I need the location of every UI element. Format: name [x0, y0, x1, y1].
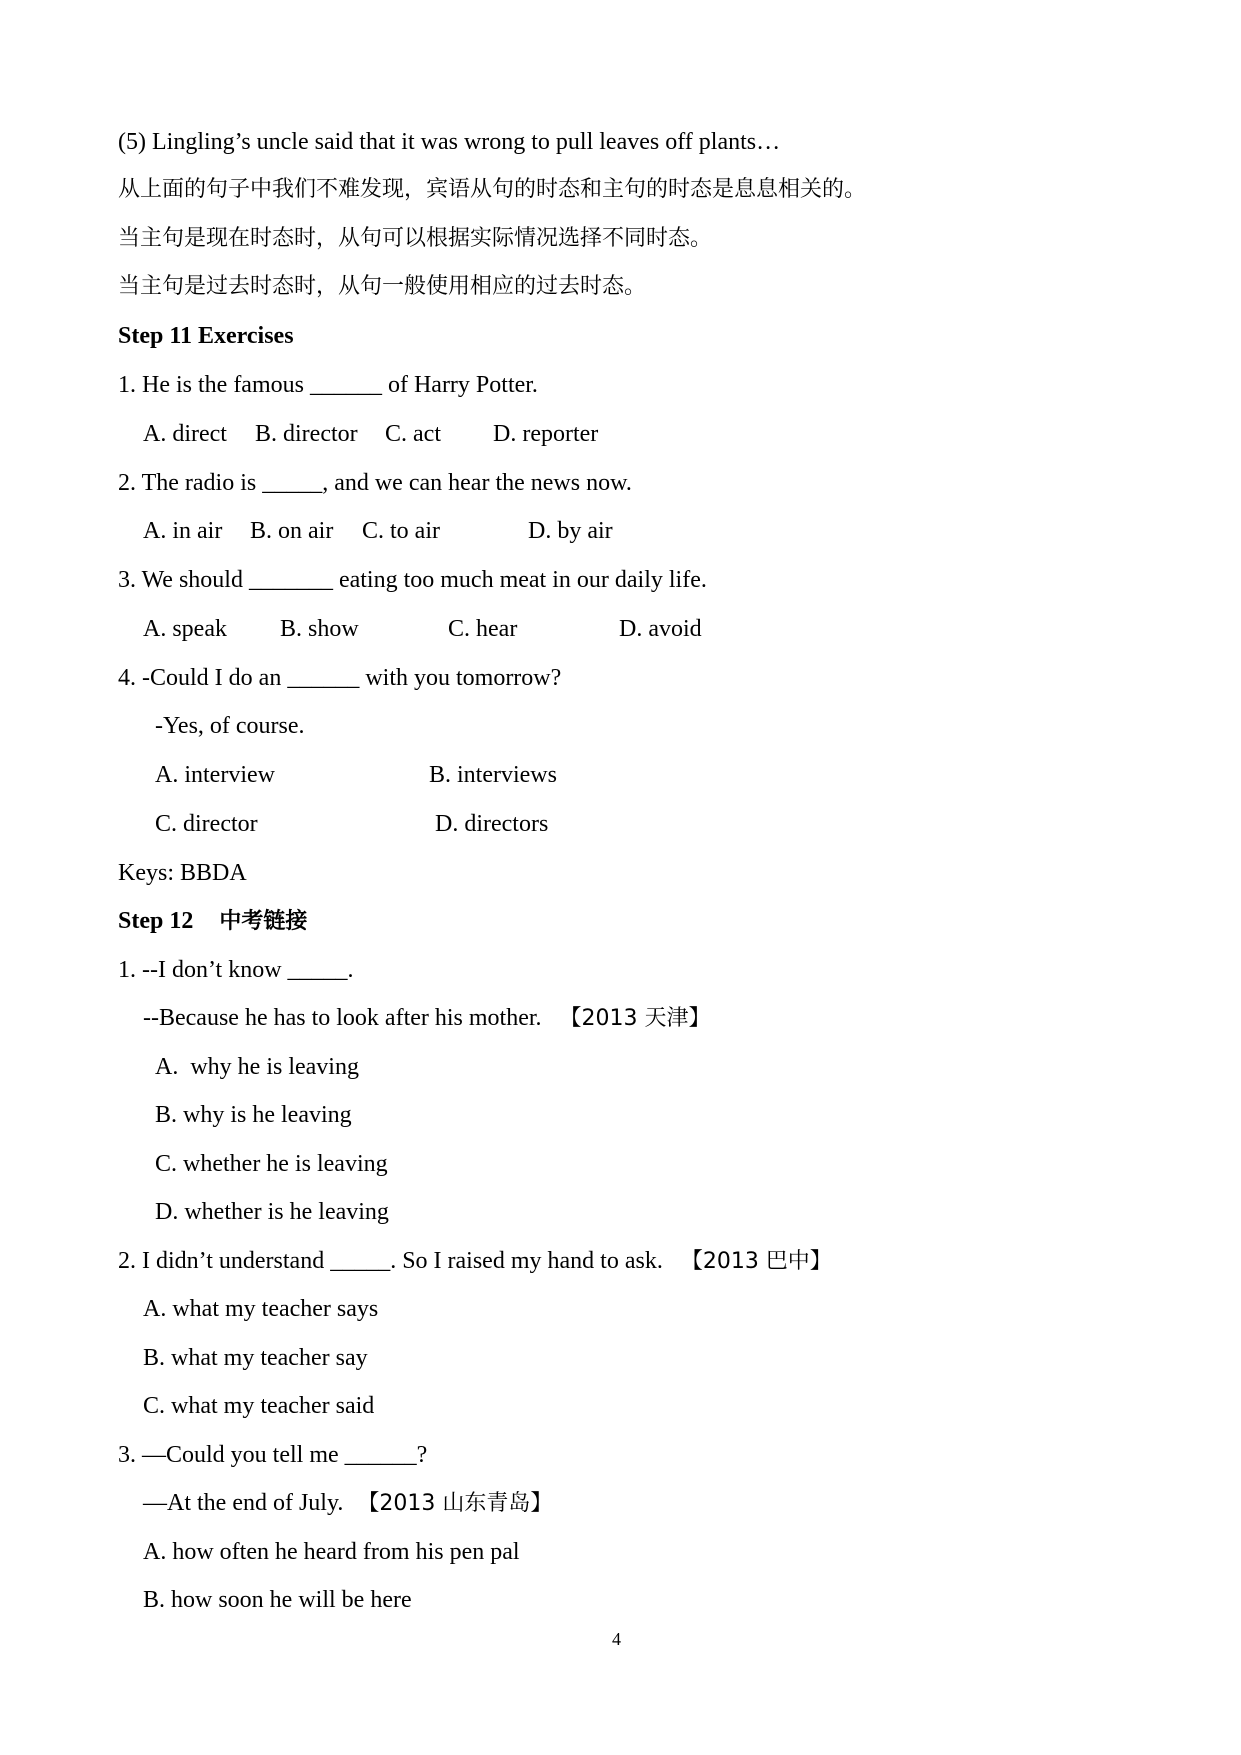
step11-q1-option-d: D. reporter: [493, 421, 599, 447]
step11-question-2: 2. The radio is _____, and we can hear the news now.: [118, 470, 632, 496]
step12-q3-option-a: A. how often he heard from his pen pal: [143, 1539, 520, 1565]
step12-q1-option-b: B. why is he leaving: [155, 1102, 352, 1128]
step11-keys: Keys: BBDA: [118, 860, 247, 886]
step11-q3-option-a: A. speak: [143, 616, 227, 642]
step12-q3-option-b: B. how soon he will be here: [143, 1587, 412, 1613]
grammar-note-2: 当主句是现在时态时，从句可以根据实际情况选择不同时态。: [118, 226, 713, 251]
step11-q4-reply: -Yes, of course.: [155, 713, 305, 739]
step11-q4-option-b: B. interviews: [429, 762, 557, 788]
step11-q2-option-a: A. in air: [143, 518, 223, 544]
step12-question-2-line: [118, 1246, 832, 1277]
grammar-note-3: 当主句是过去时态时，从句一般使用相应的过去时态。: [118, 274, 647, 299]
step12-question-1: 1. --I don’t know _____.: [118, 957, 354, 983]
step11-q3-option-d: D. avoid: [619, 616, 702, 642]
sentence-5: (5) Lingling’s uncle said that it was wrong to pull leaves off plants…: [118, 129, 781, 155]
page-number: 4: [612, 1629, 621, 1649]
step11-question-3: 3. We should _______ eating too much meat in our daily life.: [118, 567, 707, 593]
step12-heading-en: Step 12: [118, 908, 194, 934]
step11-q3-option-b: B. show: [280, 616, 359, 642]
step12-heading: [118, 906, 307, 937]
step11-q1-option-c: C. act: [385, 421, 441, 447]
step12-question-2: 2. I didn’t understand _____. So I raised my hand to ask.: [118, 1248, 663, 1274]
step12-q2-option-c: C. what my teacher said: [143, 1393, 375, 1419]
step11-q4-option-d: D. directors: [435, 811, 549, 837]
step11-q4-option-c: C. director: [155, 811, 258, 837]
step12-q1-reply-line: [143, 1003, 711, 1034]
step11-question-4: 4. -Could I do an ______ with you tomorrow?: [118, 665, 562, 691]
step12-heading-cn: 中考链接: [219, 909, 308, 934]
step12-q3-source: 【2013 山东青岛】: [357, 1491, 553, 1516]
step11-q1-option-a: A. direct: [143, 421, 227, 447]
step12-q1-option-d: D. whether is he leaving: [155, 1199, 389, 1225]
step11-q3-option-c: C. hear: [448, 616, 518, 642]
step11-q4-option-a: A. interview: [155, 762, 275, 788]
step11-question-1: 1. He is the famous ______ of Harry Potter.: [118, 372, 538, 398]
step12-q3-reply: —At the end of July.: [143, 1490, 344, 1516]
step11-q2-option-b: B. on air: [250, 518, 334, 544]
step11-heading: Step 11 Exercises: [118, 323, 294, 349]
step11-q1-option-b: B. director: [255, 421, 358, 447]
step12-question-3: 3. —Could you tell me ______?: [118, 1442, 428, 1468]
step12-q3-reply-line: [143, 1488, 552, 1519]
grammar-note-1: 从上面的句子中我们不难发现，宾语从句的时态和主句的时态是息息相关的。: [118, 177, 867, 202]
step11-q2-option-c: C. to air: [362, 518, 440, 544]
step11-q2-option-d: D. by air: [528, 518, 613, 544]
step12-q1-option-a: A. why he is leaving: [155, 1054, 359, 1080]
step12-q1-reply: --Because he has to look after his mother.: [143, 1005, 542, 1031]
step12-q2-option-a: A. what my teacher says: [143, 1296, 379, 1322]
step12-q1-source: 【2013 天津】: [559, 1006, 711, 1031]
step12-q2-source: 【2013 巴中】: [680, 1249, 832, 1274]
step12-q2-option-b: B. what my teacher say: [143, 1345, 368, 1371]
step12-q1-option-c: C. whether he is leaving: [155, 1151, 388, 1177]
